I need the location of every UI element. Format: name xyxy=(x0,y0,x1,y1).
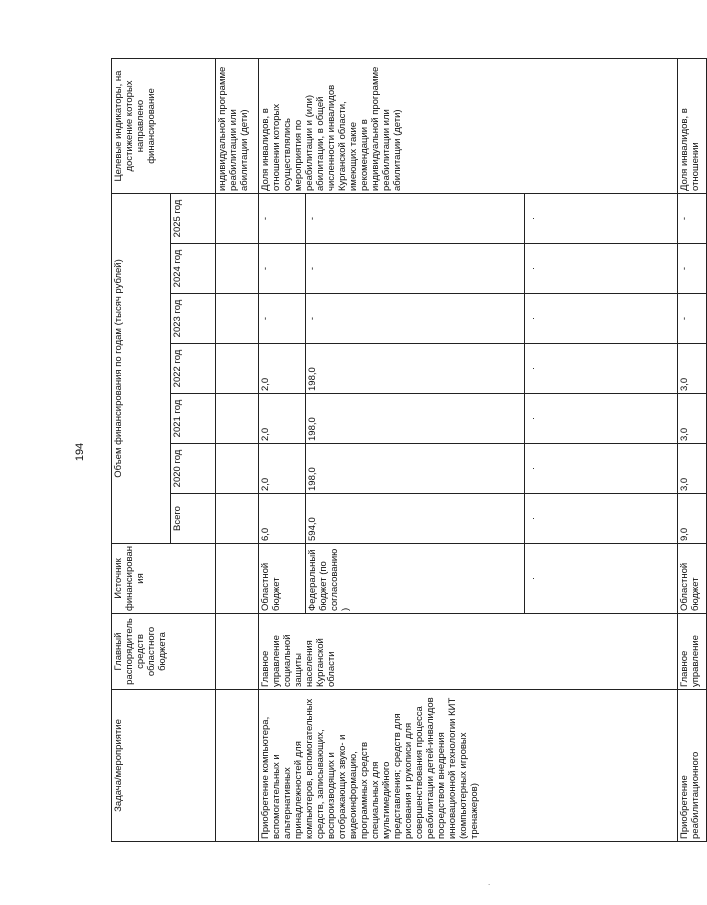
blank-cell: . xyxy=(525,544,678,614)
value-cell: 2,0 xyxy=(259,344,306,394)
total-cell: 6,0 xyxy=(259,494,306,544)
task-cell: Приобретение компьютера, вспомогательных и альтернативных принадлежностей для компьютеров, вспомогательных средств, записывающих, воспроизводящих и отображающих звуко- и видеоинформацию, программных средств специальных для мультимедийного представления; средств для рисования и рукописи для совершенствования процесса реабилитации детей-инвалидов посредством внедрения инновационной технологии КИТ (компьютерных игровых тренажеров) xyxy=(259,690,678,842)
header-year-2020: 2020 год xyxy=(171,444,216,494)
value-cell: - xyxy=(259,294,306,344)
task-cell: Приобретение реабилитационного xyxy=(678,690,707,842)
table-row xyxy=(259,59,306,842)
value-cell: 3,0 xyxy=(678,394,707,444)
source-cell: Областной бюджет xyxy=(678,544,707,614)
value-cell: - xyxy=(259,244,306,294)
blank-cell: . xyxy=(525,444,678,494)
value-cell: 198,0 xyxy=(306,444,525,494)
blank-cell: . xyxy=(525,494,678,544)
source-cell: Областной бюджет xyxy=(259,544,306,614)
cell xyxy=(216,544,259,614)
header-source: Источник финансирования xyxy=(112,544,216,614)
manager-cell: Главное управление xyxy=(678,614,707,690)
cell xyxy=(216,394,259,444)
value-cell: 3,0 xyxy=(678,344,707,394)
header-manager: Главный распорядитель средств областного бюджета xyxy=(112,614,216,690)
blank-cell: . xyxy=(525,294,678,344)
indicator-cell: индивидуальной программе реабилитации или абилитации (дети) xyxy=(216,59,259,194)
value-cell: - xyxy=(678,194,707,244)
indicator-cell: Доля инвалидов, в отношении xyxy=(678,59,707,194)
cell xyxy=(216,294,259,344)
cell xyxy=(216,444,259,494)
rotated-table-wrapper xyxy=(111,59,701,842)
cell xyxy=(216,244,259,294)
table-row xyxy=(678,59,707,842)
cell xyxy=(216,494,259,544)
header-year-2022: 2022 год xyxy=(171,344,216,394)
header-year-2023: 2023 год xyxy=(171,294,216,344)
value-cell: - xyxy=(306,194,525,244)
source-cell: Федеральный бюджет (по согласованию) xyxy=(306,544,525,614)
total-cell: 9,0 xyxy=(678,494,707,544)
cell xyxy=(216,194,259,244)
scan-mark: . xyxy=(488,878,491,887)
manager-cell: Главное управление социальной защиты населения Курганской области xyxy=(259,614,678,690)
value-cell: 2,0 xyxy=(259,444,306,494)
header-total: Всего xyxy=(171,494,216,544)
value-cell: 198,0 xyxy=(306,394,525,444)
indicator-cell: Доля инвалидов, в отношении которых осуществлялись мероприятия по реабилитации и (или) абилитации, в общей численности инвалидов Курганской области, имеющих такие рекомендации в индивидуальной программе реабилитации или абилитации (дети) xyxy=(259,59,678,194)
header-volume: Объем финансирования по годам (тысяч рублей) xyxy=(112,194,171,544)
blank-cell: . xyxy=(525,194,678,244)
cell xyxy=(216,344,259,394)
financing-table xyxy=(111,58,707,842)
header-year-2021: 2021 год xyxy=(171,394,216,444)
cell xyxy=(216,690,259,842)
cell xyxy=(216,614,259,690)
value-cell: 198,0 xyxy=(306,344,525,394)
value-cell: - xyxy=(259,194,306,244)
header-task: Задача/мероприятие xyxy=(112,690,216,842)
value-cell: - xyxy=(678,294,707,344)
header-year-2024: 2024 год xyxy=(171,244,216,294)
value-cell: - xyxy=(678,244,707,294)
value-cell: 2,0 xyxy=(259,394,306,444)
blank-cell: . xyxy=(525,394,678,444)
value-cell: 3,0 xyxy=(678,444,707,494)
total-cell: 594,0 xyxy=(306,494,525,544)
page-number: 194 xyxy=(74,442,86,462)
blank-cell: . xyxy=(525,344,678,394)
blank-cell: . xyxy=(525,244,678,294)
value-cell: - xyxy=(306,294,525,344)
table-row xyxy=(216,59,259,842)
value-cell: - xyxy=(306,244,525,294)
header-year-2025: 2025 год xyxy=(171,194,216,244)
header-indicators: Целевые индикаторы, на достижение которых направлено финансирование xyxy=(112,59,216,194)
